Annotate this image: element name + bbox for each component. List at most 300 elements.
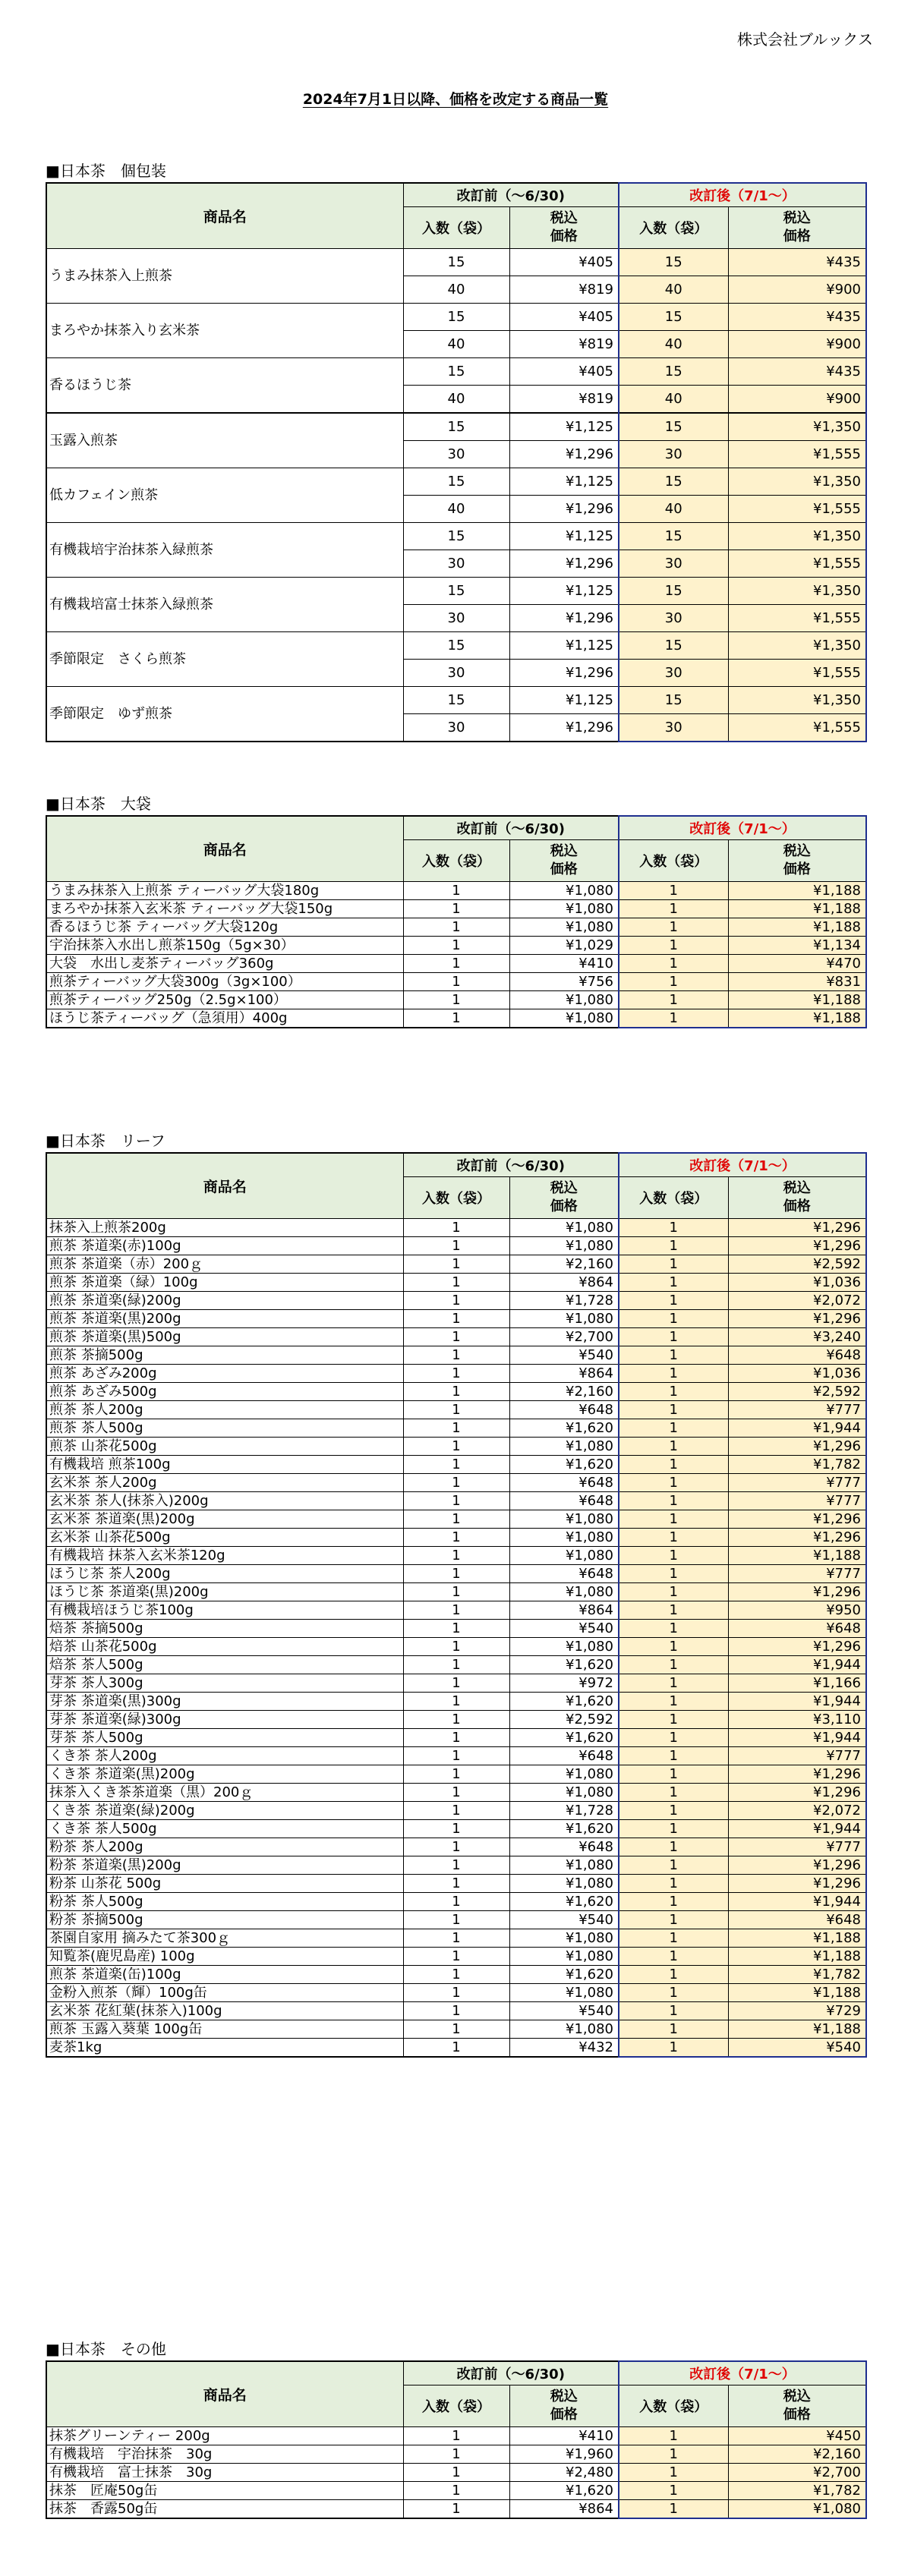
product-name: 麦茶1kg (46, 2039, 403, 2058)
price-after: ¥1,555 (728, 550, 866, 578)
qty-after: 1 (619, 2039, 728, 2058)
price-after: ¥1,296 (728, 1875, 866, 1893)
qty-after: 1 (619, 1638, 728, 1656)
qty-before: 1 (403, 1929, 509, 1948)
qty-before: 1 (403, 1620, 509, 1638)
qty-after: 1 (619, 1838, 728, 1856)
price-before: ¥540 (509, 1620, 619, 1638)
qty-after: 1 (619, 1492, 728, 1510)
price-after: ¥2,592 (728, 1255, 866, 1274)
column-header-qty-before: 入数（袋） (403, 2385, 509, 2427)
table-row (46, 1237, 866, 1255)
price-after: ¥1,782 (728, 2482, 866, 2500)
qty-before: 1 (403, 1838, 509, 1856)
qty-after: 15 (619, 632, 728, 660)
table-row (46, 1784, 866, 1802)
qty-after: 1 (619, 1365, 728, 1383)
price-before: ¥1,620 (509, 2482, 619, 2500)
price-after: ¥1,555 (728, 441, 866, 468)
table-row (46, 900, 866, 918)
product-name: 煎茶 茶人500g (46, 1419, 403, 1438)
product-name: ほうじ茶 茶道楽(黒)200g (46, 1583, 403, 1601)
price-before: ¥2,160 (509, 1383, 619, 1401)
column-header-after: 改訂後（7/1～） (619, 1153, 866, 1177)
qty-after: 1 (619, 1419, 728, 1438)
qty-after: 1 (619, 1383, 728, 1401)
price-after: ¥1,350 (728, 632, 866, 660)
price-before: ¥410 (509, 2427, 619, 2445)
qty-before: 1 (403, 1711, 509, 1729)
column-header-qty-before: 入数（袋） (403, 207, 509, 249)
price-before: ¥1,620 (509, 1456, 619, 1474)
price-before: ¥648 (509, 1838, 619, 1856)
product-name: 抹茶 香露50g缶 (46, 2500, 403, 2519)
table-row (46, 1929, 866, 1948)
price-before: ¥1,296 (509, 714, 619, 742)
product-name: くき茶 茶人200g (46, 1747, 403, 1765)
product-name: まろやか抹茶入玄米茶 ティーバッグ大袋150g (46, 900, 403, 918)
product-name: 有機栽培 宇治抹茶 30g (46, 2445, 403, 2464)
price-before: ¥1,125 (509, 413, 619, 441)
price-before: ¥1,080 (509, 1310, 619, 1328)
price-before: ¥2,160 (509, 1255, 619, 1274)
table-row (46, 1346, 866, 1365)
price-after: ¥1,944 (728, 1419, 866, 1438)
qty-before: 1 (403, 1310, 509, 1328)
price-after: ¥1,350 (728, 687, 866, 714)
product-name: 玉露入煎茶 (46, 413, 403, 468)
price-after: ¥1,296 (728, 1310, 866, 1328)
price-before: ¥1,080 (509, 1583, 619, 1601)
price-after: ¥1,944 (728, 1893, 866, 1911)
qty-before: 1 (403, 1765, 509, 1784)
column-header-after: 改訂後（7/1～） (619, 2361, 866, 2385)
price-before: ¥864 (509, 1274, 619, 1292)
qty-after: 40 (619, 276, 728, 304)
qty-after: 40 (619, 386, 728, 414)
product-name: 季節限定 ゆず煎茶 (46, 687, 403, 742)
qty-after: 1 (619, 991, 728, 1009)
table-row (46, 1911, 866, 1929)
qty-before: 1 (403, 2039, 509, 2058)
price-before: ¥1,296 (509, 441, 619, 468)
product-name: 抹茶グリーンティー 200g (46, 2427, 403, 2445)
price-before: ¥2,480 (509, 2464, 619, 2482)
qty-before: 30 (403, 550, 509, 578)
product-name: 煎茶 あざみ500g (46, 1383, 403, 1401)
column-header-price-before (509, 207, 619, 249)
price-before: ¥1,080 (509, 1547, 619, 1565)
qty-after: 1 (619, 1255, 728, 1274)
qty-after: 1 (619, 1219, 728, 1237)
price-before: ¥1,620 (509, 1893, 619, 1911)
section-title: ■日本茶 個包装 (46, 162, 166, 180)
product-name: 大袋 水出し麦茶ティーバッグ360g (46, 955, 403, 973)
qty-before: 1 (403, 973, 509, 991)
qty-before: 15 (403, 687, 509, 714)
price-before: ¥1,080 (509, 1009, 619, 1028)
price-before: ¥1,728 (509, 1802, 619, 1820)
price-after: ¥777 (728, 1492, 866, 1510)
product-name: 宇治抹茶入水出し煎茶150g（5g×30） (46, 937, 403, 955)
product-name: 茶園自家用 摘みたて茶300ｇ (46, 1929, 403, 1948)
product-name: 芽茶 茶道楽(緑)300g (46, 1711, 403, 1729)
price-after: ¥648 (728, 1346, 866, 1365)
price-after: ¥1,350 (728, 468, 866, 496)
price-after: ¥950 (728, 1601, 866, 1620)
table-row (46, 1401, 866, 1419)
column-header-price-after (728, 207, 866, 249)
price-before: ¥1,080 (509, 918, 619, 937)
price-after: ¥2,072 (728, 1292, 866, 1310)
qty-after: 1 (619, 1711, 728, 1729)
price-before: ¥648 (509, 1565, 619, 1583)
product-name: 玄米茶 茶人200g (46, 1474, 403, 1492)
price-after: ¥450 (728, 2427, 866, 2445)
price-before: ¥1,080 (509, 1984, 619, 2002)
price-before: ¥1,125 (509, 687, 619, 714)
column-header-qty-after: 入数（袋） (619, 207, 728, 249)
product-name: 煎茶 茶摘500g (46, 1346, 403, 1365)
price-before: ¥1,620 (509, 1419, 619, 1438)
price-before: ¥1,080 (509, 1948, 619, 1966)
table-row (46, 1656, 866, 1674)
product-name: 抹茶入くき茶茶道楽（黒）200ｇ (46, 1784, 403, 1802)
product-name: 煎茶 茶道楽（赤）200ｇ (46, 1255, 403, 1274)
qty-before: 30 (403, 660, 509, 687)
qty-after: 1 (619, 1693, 728, 1711)
qty-before: 1 (403, 1784, 509, 1802)
product-name: 粉茶 茶人500g (46, 1893, 403, 1911)
qty-before: 1 (403, 1456, 509, 1474)
table-row (46, 1583, 866, 1601)
price-header-line2: 価格 (550, 2407, 578, 2423)
price-before: ¥1,125 (509, 632, 619, 660)
qty-before: 1 (403, 2445, 509, 2464)
table-row (46, 578, 866, 605)
qty-before: 1 (403, 1474, 509, 1492)
table-row (46, 413, 866, 441)
price-before: ¥2,700 (509, 1328, 619, 1346)
section-large-bag (46, 792, 865, 1028)
table-row (46, 918, 866, 937)
table-row (46, 1875, 866, 1893)
qty-after: 30 (619, 550, 728, 578)
table-row (46, 973, 866, 991)
product-name: くき茶 茶道楽(緑)200g (46, 1802, 403, 1820)
price-after: ¥1,166 (728, 1674, 866, 1693)
column-header-after: 改訂後（7/1～） (619, 816, 866, 840)
product-name: 有機栽培富士抹茶入緑煎茶 (46, 578, 403, 632)
product-name: 有機栽培宇治抹茶入緑煎茶 (46, 523, 403, 578)
section-other (46, 2338, 865, 2519)
table-row (46, 1255, 866, 1274)
qty-before: 1 (403, 1438, 509, 1456)
qty-before: 1 (403, 1674, 509, 1693)
price-before: ¥1,620 (509, 1656, 619, 1674)
table-row (46, 1419, 866, 1438)
qty-after: 1 (619, 1601, 728, 1620)
qty-after: 1 (619, 1474, 728, 1492)
table-row (46, 1292, 866, 1310)
qty-after: 1 (619, 1292, 728, 1310)
table-row (46, 304, 866, 331)
price-before: ¥864 (509, 2500, 619, 2519)
qty-after: 1 (619, 1784, 728, 1802)
column-header-price-before (509, 1177, 619, 1219)
table-row (46, 1529, 866, 1547)
price-before: ¥410 (509, 955, 619, 973)
price-before: ¥405 (509, 304, 619, 331)
column-header-product-name: 商品名 (46, 1153, 403, 1219)
product-name: 有機栽培ほうじ茶100g (46, 1601, 403, 1620)
qty-before: 1 (403, 937, 509, 955)
table-row (46, 1547, 866, 1565)
section-individual-pack (46, 159, 865, 742)
price-before: ¥2,592 (509, 1711, 619, 1729)
table-row (46, 632, 866, 660)
qty-after: 1 (619, 1401, 728, 1419)
table-row (46, 1310, 866, 1328)
price-after: ¥1,296 (728, 1856, 866, 1875)
qty-before: 1 (403, 2482, 509, 2500)
price-header-line2: 価格 (550, 861, 578, 877)
price-after: ¥777 (728, 1838, 866, 1856)
column-header-qty-after: 入数（袋） (619, 1177, 728, 1219)
table-row (46, 1328, 866, 1346)
table-row (46, 1009, 866, 1028)
product-name: 玄米茶 山茶花500g (46, 1529, 403, 1547)
price-after: ¥1,296 (728, 1438, 866, 1456)
document-title: 2024年7月1日以降、価格を改定する商品一覧 (302, 91, 609, 108)
product-name: 香るほうじ茶 (46, 358, 403, 414)
qty-after: 30 (619, 441, 728, 468)
price-after: ¥2,160 (728, 2445, 866, 2464)
product-name: 粉茶 茶人200g (46, 1838, 403, 1856)
price-after: ¥1,296 (728, 1583, 866, 1601)
price-header-line1: 税込 (783, 210, 811, 226)
price-before: ¥1,296 (509, 496, 619, 523)
table-row (46, 1693, 866, 1711)
product-name: 焙茶 山茶花500g (46, 1638, 403, 1656)
price-before: ¥1,080 (509, 1638, 619, 1656)
table-row (46, 2002, 866, 2020)
price-after: ¥1,350 (728, 523, 866, 550)
product-name: 煎茶 茶道楽(黒)200g (46, 1310, 403, 1328)
qty-after: 15 (619, 304, 728, 331)
qty-after: 15 (619, 413, 728, 441)
price-before: ¥1,080 (509, 1237, 619, 1255)
table-row (46, 1620, 866, 1638)
table-row (46, 1638, 866, 1656)
table-row (46, 1838, 866, 1856)
product-name: 有機栽培 抹茶入玄米茶120g (46, 1547, 403, 1565)
price-before: ¥1,080 (509, 1510, 619, 1529)
qty-after: 15 (619, 578, 728, 605)
qty-after: 1 (619, 2482, 728, 2500)
qty-after: 1 (619, 973, 728, 991)
qty-before: 1 (403, 1255, 509, 1274)
qty-after: 1 (619, 1875, 728, 1893)
price-after: ¥1,296 (728, 1784, 866, 1802)
product-name: 芽茶 茶人500g (46, 1729, 403, 1747)
price-after: ¥1,134 (728, 937, 866, 955)
price-after: ¥1,296 (728, 1765, 866, 1784)
price-before: ¥1,296 (509, 550, 619, 578)
table-row (46, 358, 866, 386)
price-header-line1: 税込 (550, 210, 578, 226)
price-after: ¥900 (728, 276, 866, 304)
qty-after: 1 (619, 1747, 728, 1765)
qty-after: 1 (619, 1583, 728, 1601)
price-after: ¥2,592 (728, 1383, 866, 1401)
price-header-line1: 税込 (783, 843, 811, 859)
price-table (46, 815, 867, 1028)
product-name: 焙茶 茶摘500g (46, 1620, 403, 1638)
qty-before: 1 (403, 1492, 509, 1510)
price-before: ¥819 (509, 331, 619, 358)
qty-before: 1 (403, 2020, 509, 2039)
price-after: ¥1,296 (728, 1638, 866, 1656)
qty-after: 1 (619, 937, 728, 955)
price-after: ¥1,555 (728, 660, 866, 687)
qty-before: 30 (403, 605, 509, 632)
column-header-price-after (728, 1177, 866, 1219)
qty-before: 15 (403, 523, 509, 550)
qty-before: 1 (403, 1893, 509, 1911)
column-header-price-after (728, 840, 866, 882)
qty-before: 30 (403, 714, 509, 742)
qty-before: 1 (403, 1729, 509, 1747)
qty-after: 1 (619, 1984, 728, 2002)
price-before: ¥1,620 (509, 1693, 619, 1711)
qty-after: 1 (619, 1893, 728, 1911)
column-header-before: 改訂前（～6/30) (403, 1153, 619, 1177)
table-row (46, 1219, 866, 1237)
product-name: 有機栽培 煎茶100g (46, 1456, 403, 1474)
qty-after: 1 (619, 2020, 728, 2039)
qty-after: 1 (619, 1529, 728, 1547)
table-row (46, 1729, 866, 1747)
price-before: ¥1,080 (509, 1438, 619, 1456)
qty-before: 1 (403, 1966, 509, 1984)
qty-before: 15 (403, 413, 509, 441)
qty-before: 1 (403, 1510, 509, 1529)
price-after: ¥1,350 (728, 413, 866, 441)
price-header-line1: 税込 (550, 1180, 578, 1196)
qty-after: 1 (619, 2002, 728, 2020)
qty-before: 1 (403, 1601, 509, 1620)
price-before: ¥540 (509, 2002, 619, 2020)
column-header-price-before (509, 2385, 619, 2427)
price-before: ¥1,080 (509, 1529, 619, 1547)
price-after: ¥1,188 (728, 2020, 866, 2039)
table-row (46, 2020, 866, 2039)
product-name: 煎茶 山茶花500g (46, 1438, 403, 1456)
product-name: 季節限定 さくら煎茶 (46, 632, 403, 687)
price-after: ¥2,072 (728, 1802, 866, 1820)
table-row (46, 2427, 866, 2445)
price-header-line1: 税込 (550, 843, 578, 859)
table-row (46, 2039, 866, 2058)
product-name: 香るほうじ茶 ティーバッグ大袋120g (46, 918, 403, 937)
table-row (46, 1565, 866, 1583)
qty-after: 15 (619, 358, 728, 386)
price-before: ¥648 (509, 1401, 619, 1419)
product-name: 煎茶ティーバッグ大袋300g（3g×100） (46, 973, 403, 991)
product-name: 粉茶 茶摘500g (46, 1911, 403, 1929)
qty-before: 1 (403, 1693, 509, 1711)
table-row (46, 1820, 866, 1838)
qty-after: 1 (619, 1456, 728, 1474)
table-row (46, 1747, 866, 1765)
qty-before: 15 (403, 358, 509, 386)
price-before: ¥1,620 (509, 1729, 619, 1747)
price-after: ¥900 (728, 331, 866, 358)
product-name: 玄米茶 茶人(抹茶入)200g (46, 1492, 403, 1510)
qty-before: 1 (403, 1219, 509, 1237)
product-name: 玄米茶 花紅葉(抹茶入)100g (46, 2002, 403, 2020)
table-row (46, 1510, 866, 1529)
qty-before: 1 (403, 1328, 509, 1346)
qty-before: 1 (403, 1984, 509, 2002)
qty-before: 40 (403, 331, 509, 358)
qty-before: 1 (403, 1875, 509, 1893)
qty-after: 1 (619, 1929, 728, 1948)
price-header-line2: 価格 (783, 228, 811, 244)
table-row (46, 1765, 866, 1784)
qty-after: 1 (619, 1346, 728, 1365)
price-before: ¥648 (509, 1747, 619, 1765)
qty-after: 1 (619, 1547, 728, 1565)
product-name: 煎茶 玉露入葵葉 100g缶 (46, 2020, 403, 2039)
price-before: ¥1,080 (509, 1784, 619, 1802)
qty-before: 1 (403, 2464, 509, 2482)
qty-after: 1 (619, 2500, 728, 2519)
price-after: ¥1,296 (728, 1529, 866, 1547)
price-before: ¥1,296 (509, 660, 619, 687)
qty-after: 1 (619, 1729, 728, 1747)
product-name: 煎茶 茶道楽(黒)500g (46, 1328, 403, 1346)
price-after: ¥777 (728, 1474, 866, 1492)
qty-after: 1 (619, 1009, 728, 1028)
column-header-qty-before: 入数（袋） (403, 1177, 509, 1219)
price-after: ¥1,188 (728, 991, 866, 1009)
qty-after: 1 (619, 2445, 728, 2464)
price-after: ¥1,188 (728, 1929, 866, 1948)
price-before: ¥1,029 (509, 937, 619, 955)
price-after: ¥1,188 (728, 1547, 866, 1565)
qty-before: 1 (403, 1383, 509, 1401)
qty-before: 1 (403, 1948, 509, 1966)
product-name: 煎茶ティーバッグ250g（2.5g×100） (46, 991, 403, 1009)
price-before: ¥540 (509, 1911, 619, 1929)
product-name: ほうじ茶ティーバッグ（急須用）400g (46, 1009, 403, 1028)
price-header-line2: 価格 (783, 861, 811, 877)
table-row (46, 1856, 866, 1875)
product-name: 低カフェイン煎茶 (46, 468, 403, 523)
price-after: ¥1,944 (728, 1693, 866, 1711)
price-before: ¥540 (509, 1346, 619, 1365)
price-after: ¥1,555 (728, 714, 866, 742)
table-row (46, 1674, 866, 1693)
price-after: ¥1,555 (728, 605, 866, 632)
product-name: 芽茶 茶道楽(黒)300g (46, 1693, 403, 1711)
product-name: 煎茶 茶道楽（緑）100g (46, 1274, 403, 1292)
price-before: ¥864 (509, 1365, 619, 1383)
price-after: ¥900 (728, 386, 866, 414)
product-name: 金粉入煎茶（輝）100g缶 (46, 1984, 403, 2002)
